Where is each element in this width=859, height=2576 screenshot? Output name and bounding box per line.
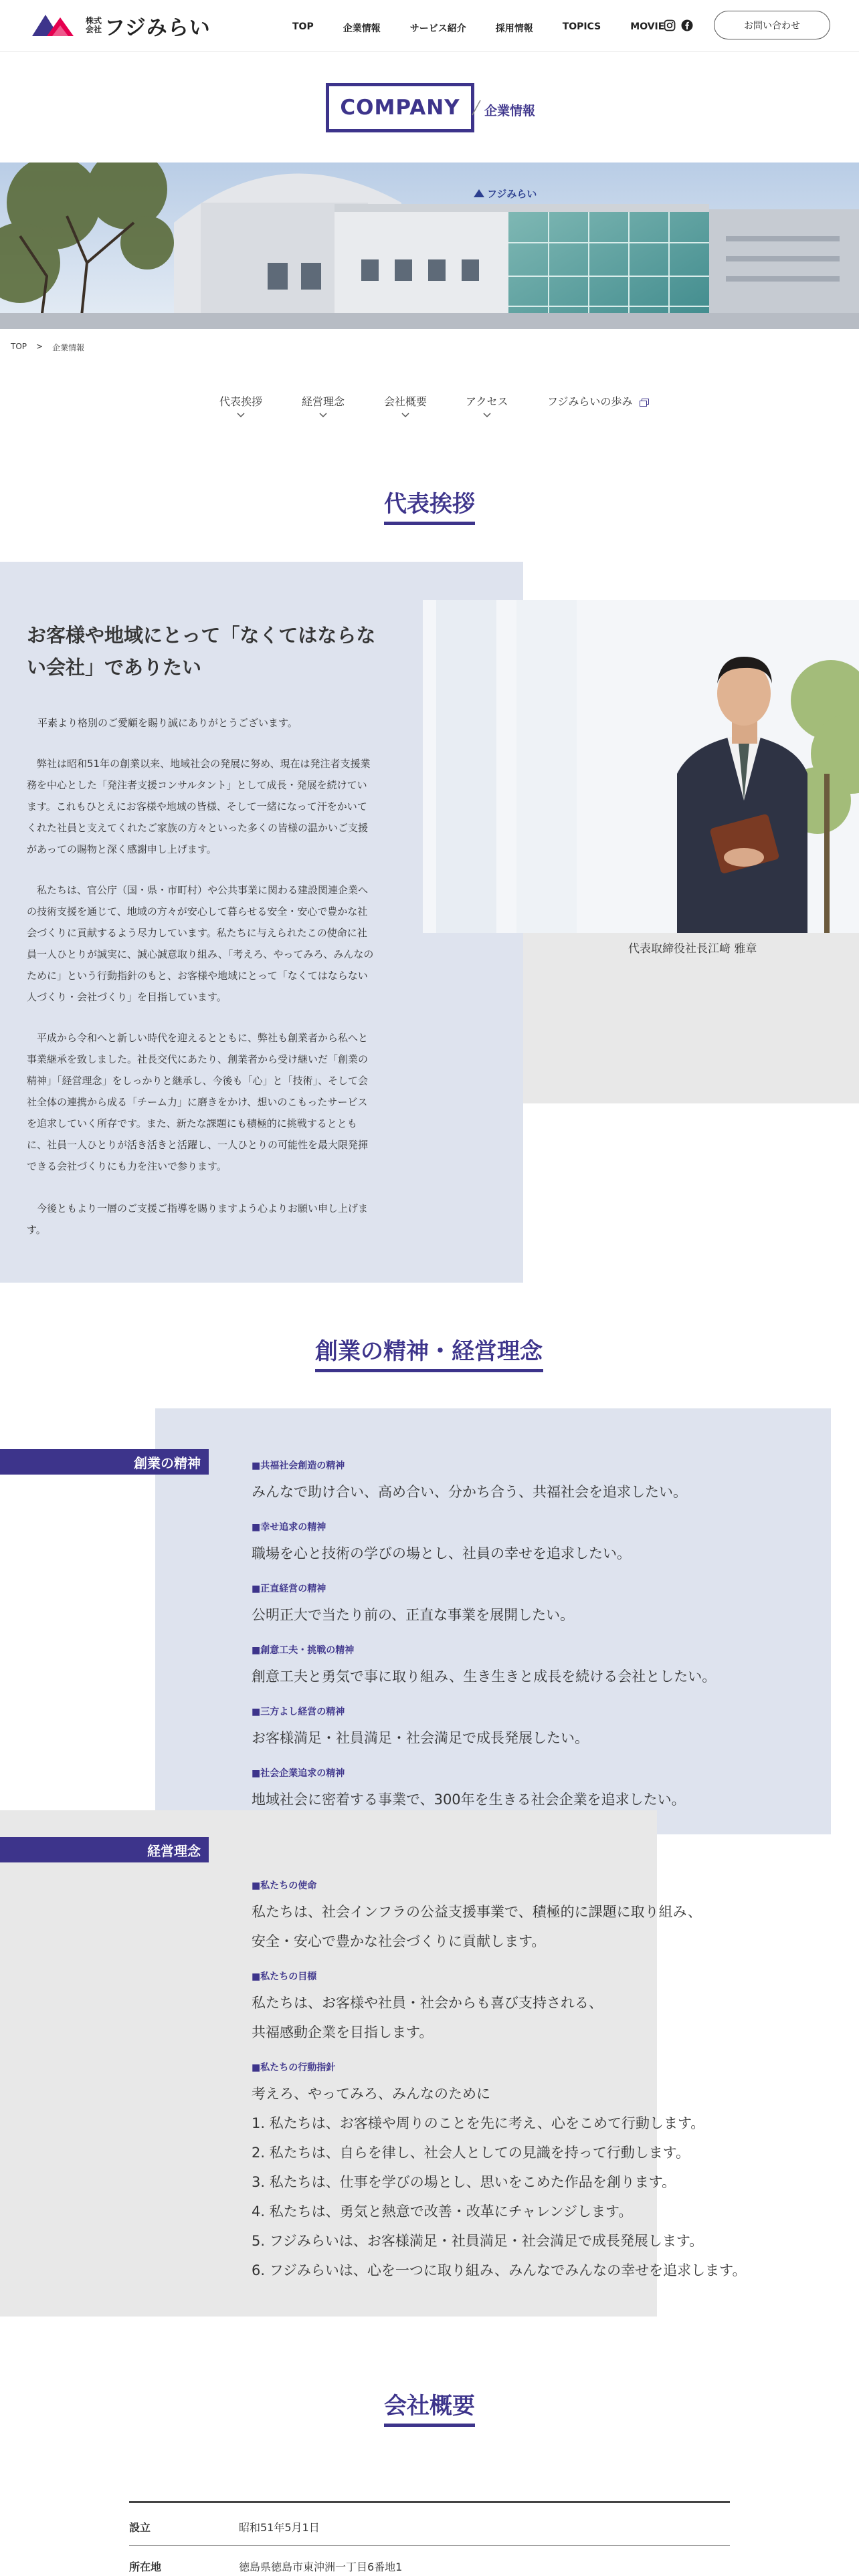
- profile-key: 設立: [129, 2521, 151, 2534]
- anchor-history[interactable]: フジみらいの歩み: [547, 393, 649, 409]
- goal-line: 私たちは、お客様や社員・社会からも喜び支持される、: [252, 1995, 603, 2011]
- guideline-category: ■私たちの行動指針: [252, 2062, 336, 2073]
- breadcrumb-current: 企業情報: [52, 343, 85, 352]
- logo-mark-icon: [29, 12, 80, 39]
- nav-services[interactable]: サービス紹介: [409, 23, 466, 34]
- spirit-text: みんなで助け合い、高め合い、分かち合う、共福社会を追求したい。: [252, 1484, 687, 1500]
- spirit-category: ■社会企業追求の精神: [252, 1768, 345, 1779]
- breadcrumb-separator: >: [36, 342, 43, 351]
- president-caption: 代表取締役社長江﨑 雅章: [628, 942, 757, 956]
- page-title-ja: 企業情報: [484, 104, 536, 118]
- chevron-down-icon: [237, 413, 245, 418]
- guideline-line: 5. フジみらいは、お客様満足・社員満足・社会満足で成長発展します。: [252, 2233, 704, 2249]
- logo-name: フジみらい: [104, 15, 211, 40]
- profile-key: 所在地: [129, 2561, 162, 2573]
- section-title-philosophy: 創業の精神・経営理念: [315, 1338, 543, 1365]
- title-underline: [384, 522, 475, 525]
- profile-value: 徳島県徳島市東沖洲一丁目6番地1: [239, 2561, 403, 2573]
- mission-category: ■私たちの使命: [252, 1881, 317, 1891]
- site-header: [0, 0, 859, 52]
- global-nav: [292, 21, 694, 35]
- guideline-line: 4. 私たちは、勇気と熱意で改善・改革にチャレンジします。: [252, 2204, 633, 2220]
- logo-corp-label: 株式 会社: [86, 16, 102, 34]
- nav-movie[interactable]: MOVIE: [630, 21, 665, 32]
- spirit-category: ■共福社会創造の精神: [252, 1461, 345, 1471]
- title-underline: [384, 2424, 475, 2427]
- facebook-icon[interactable]: [681, 19, 693, 31]
- instagram-icon[interactable]: [664, 19, 676, 31]
- spirit-label-bar: 創業の精神: [0, 1449, 209, 1475]
- greeting-heading: お客様や地域にとって「なくてはならない会社」でありたい: [27, 624, 376, 679]
- spirit-text: 創意工夫と勇気で事に取り組み、生き生きと成長を続ける会社としたい。: [252, 1669, 717, 1685]
- chevron-down-icon: [319, 413, 327, 418]
- management-label-bar: 経営理念: [0, 1837, 209, 1862]
- spirit-text: 公明正大で当たり前の、正直な事業を展開したい。: [252, 1607, 575, 1623]
- profile-table-top-border: [129, 2501, 730, 2503]
- building-sign: フジみらい: [487, 189, 537, 200]
- president-illustration: [423, 600, 859, 933]
- spirit-category: ■幸せ追求の精神: [252, 1522, 326, 1533]
- breadcrumb-home[interactable]: TOP: [11, 342, 27, 351]
- guideline-line: 6. フジみらいは、心を一つに取り組み、みんなでみんなの幸せを追求します。: [252, 2262, 747, 2278]
- nav-recruit[interactable]: 採用情報: [495, 23, 533, 34]
- greeting-paragraph: 私たちは、官公庁（国・県・市町村）や公共事業に関わる建設関連企業への技術支援を通じて、地域の方々が安心して暮らせる安全・安心で豊かな社会づくりに貢献するよう尽力しています。私たちに与えられたこの使命に社員一人ひとりが誠実に、誠心誠意取り組み、「考えろ、やってみろ、みんなのために」という行動指針のもと、お客様や地域にとって「なくてはならない人づくり・会社づくり」を目指しています。: [27, 884, 374, 1003]
- anchor-profile[interactable]: 会社概要: [384, 393, 427, 418]
- section-title-greeting: 代表挨拶: [384, 491, 475, 518]
- nav-company[interactable]: 企業情報: [343, 23, 381, 34]
- spirit-text: 職場を心と技術の学びの場とし、社員の幸せを追求したい。: [252, 1545, 631, 1562]
- spirit-category: ■正直経営の精神: [252, 1584, 326, 1594]
- goal-line: 共福感動企業を目指します。: [252, 2024, 434, 2040]
- chevron-down-icon: [483, 413, 491, 418]
- slash-divider: [468, 98, 484, 118]
- guideline-line: 1. 私たちは、お客様や周りのことを先に考え、心をこめて行動します。: [252, 2115, 705, 2131]
- anchor-access[interactable]: アクセス: [466, 393, 508, 418]
- spirit-text: 地域社会に密着する事業で、300年を生きる社会企業を追求したい。: [252, 1792, 686, 1808]
- page-title-en: COMPANY: [326, 83, 474, 132]
- nav-top[interactable]: TOP: [292, 21, 314, 32]
- spirit-text: お客様満足・社員満足・社会満足で成長発展したい。: [252, 1730, 589, 1746]
- guideline-line: 考えろ、やってみろ、みんなのために: [252, 2086, 490, 2102]
- spirit-category: ■三方よし経営の精神: [252, 1707, 345, 1717]
- guideline-line: 2. 私たちは、自らを律し、社会人としての見識を持って行動します。: [252, 2145, 690, 2161]
- profile-value: 昭和51年5月1日: [239, 2521, 320, 2534]
- guideline-line: 3. 私たちは、仕事を学びの場とし、思いをこめた作品を創ります。: [252, 2174, 676, 2190]
- anchor-philosophy[interactable]: 経営理念: [302, 393, 345, 418]
- building-illustration: [0, 163, 859, 329]
- profile-row-divider: [129, 2545, 730, 2546]
- greeting-paragraph: 今後ともより一層のご支援ご指導を賜りますよう心よりお願い申し上げます。: [27, 1202, 369, 1236]
- sns-links: [664, 19, 693, 31]
- greeting-paragraph: 平素より格別のご愛顧を賜り誠にありがとうございます。: [37, 717, 298, 729]
- mission-line: 私たちは、社会インフラの公益支援事業で、積極的に課題に取り組み、: [252, 1904, 702, 1920]
- logo[interactable]: [29, 11, 211, 40]
- anchor-greeting[interactable]: 代表挨拶: [219, 393, 262, 418]
- external-link-icon: [640, 399, 649, 407]
- section-title-profile: 会社概要: [384, 2393, 475, 2420]
- spirit-category: ■創意工夫・挑戦の精神: [252, 1645, 355, 1656]
- nav-topics[interactable]: TOPICS: [562, 21, 601, 32]
- president-photo: [423, 600, 859, 933]
- title-underline: [315, 1369, 543, 1372]
- greeting-paragraph: 弊社は昭和51年の創業以来、地域社会の発展に努め、現在は発注者支援業務を中心とした「発注者支援コンサルタント」として成長・発展を続けています。これもひとえにお客様や地域の皆様、そして一緒になって汗をかいてくれた社員と支えてくれたご家族の方々といった多くの皆様の温かいご支援があっての賜物と深く感謝申し上げます。: [27, 758, 371, 855]
- contact-button[interactable]: お問い合わせ: [714, 11, 830, 39]
- breadcrumb: [11, 342, 84, 353]
- greeting-paragraph: 平成から令和へと新しい時代を迎えるとともに、弊社も創業者から私へと事業継承を致しました。社長交代にあたり、創業者から受け継いだ「創業の精神」「経営理念」をしっかりと継承し、今後も「心」と「技術」、そして会社全体の連携から成る「チーム力」に磨きをかけ、想いのこもったサービスを追求していく所存です。また、新たな課題にも積極的に挑戦するとともに、社員一人ひとりが活き活きと活躍し、一人ひとりの可能性を最大限発揮できる会社づくりにも力を注いで参ります。: [27, 1032, 369, 1172]
- goal-category: ■私たちの目標: [252, 1971, 317, 1982]
- mission-line: 安全・安心で豊かな社会づくりに貢献します。: [252, 1933, 546, 1949]
- hero-image: [0, 163, 859, 329]
- chevron-down-icon: [401, 413, 409, 418]
